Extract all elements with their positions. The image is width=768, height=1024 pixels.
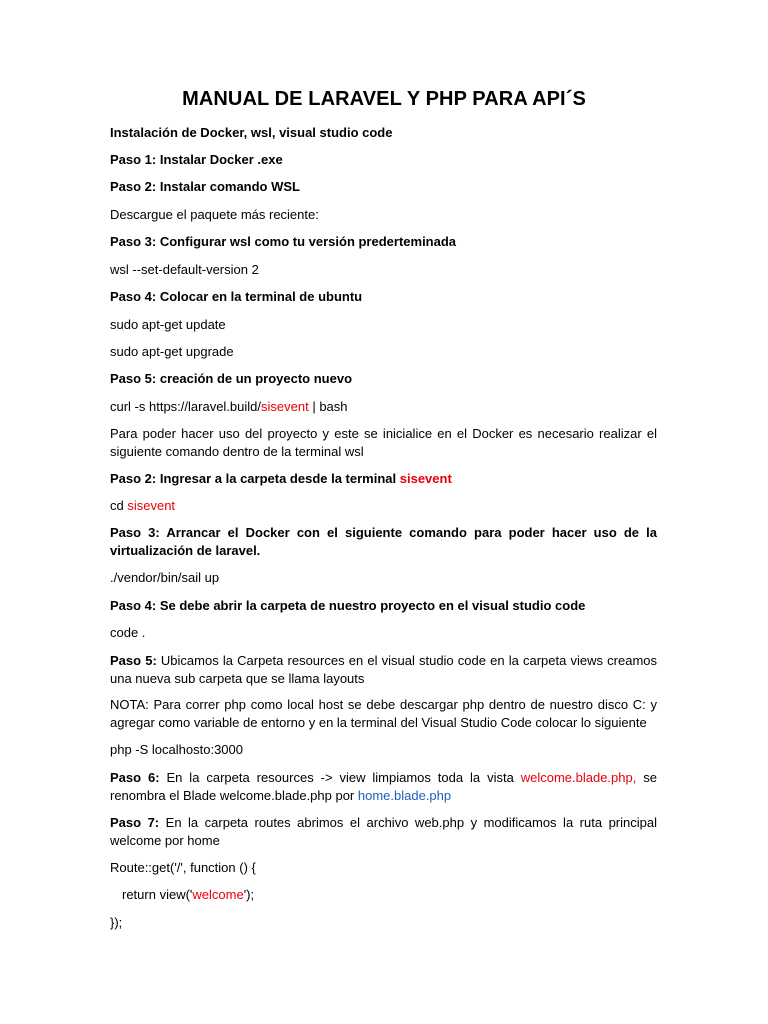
route-line-3: });: [110, 915, 123, 930]
sail-command: ./vendor/bin/sail up: [110, 570, 220, 585]
download-text: Descargue el paquete más reciente:: [110, 207, 319, 222]
step-2-enter-folder: [110, 470, 657, 488]
step-5-text: Ubicamos la Carpeta resources en el visual studio code en la carpeta views creamos una nueva sub carpeta que se llama layouts: [110, 653, 657, 686]
cd-project-name: sisevent: [127, 498, 176, 513]
route-line-2: [110, 886, 669, 904]
cd-command: [110, 497, 657, 515]
step-2-enter-text: Paso 2: Ingresar a la carpeta desde la terminal: [110, 471, 400, 486]
step-2-heading: Paso 2: Instalar comando WSL: [110, 179, 300, 194]
step-4-open-folder: Paso 4: Se debe abrir la carpeta de nuestro proyecto en el visual studio code: [110, 598, 586, 613]
step-5-label: Paso 5:: [110, 653, 157, 668]
route-line-1: Route::get('/', function () {: [110, 860, 256, 875]
document-title: MANUAL DE LARAVEL Y PHP PARA API´S: [182, 88, 586, 110]
step-7-paragraph: [110, 814, 657, 850]
curl-prefix: curl -s https://laravel.build/: [110, 399, 262, 414]
step-6-text-2: se renombra el Blade welcome.blade.php por: [110, 770, 658, 803]
step-7-text: En la carpeta routes abrimos el archivo web.php y modificamos la ruta principal welcome por home: [110, 815, 657, 848]
curl-command: [110, 398, 657, 416]
home-blade-file: home.blade.php: [357, 788, 452, 803]
step-3-start-docker: Paso 3: Arrancar el Docker con el siguiente comando para poder hacer uso de la virtualización de laravel.: [110, 525, 657, 558]
step-6-label: Paso 6:: [110, 770, 160, 785]
route-view-name: welcome: [192, 887, 244, 902]
step-1-heading: Paso 1: Instalar Docker .exe: [110, 152, 283, 167]
curl-suffix: | bash: [308, 399, 348, 414]
project-name: sisevent: [261, 399, 309, 414]
docker-paragraph: Para poder hacer uso del proyecto y este se inicialice en el Docker es necesario realizar el siguiente comando dentro de la terminal wsl: [110, 426, 657, 459]
step-6-paragraph: [110, 769, 657, 805]
apt-update-command: sudo apt-get update: [110, 317, 226, 332]
project-name-bold: sisevent: [399, 471, 452, 486]
wsl-command: wsl --set-default-version 2: [110, 262, 259, 277]
route-return-prefix: return view(': [122, 887, 193, 902]
step-3-heading: Paso 3: Configurar wsl como tu versión prederteminada: [110, 234, 457, 249]
nota-paragraph: NOTA: Para correr php como local host se debe descargar php dentro de nuestro disco C: y agregar como variable de entorno y en la terminal del Visual Studio Code colocar lo siguiente: [110, 697, 657, 730]
step-5-layouts: [110, 652, 657, 688]
php-command: php -S localhosto:3000: [110, 742, 243, 757]
step-5-heading: Paso 5: creación de un proyecto nuevo: [110, 371, 353, 386]
step-7-label: Paso 7:: [110, 815, 160, 830]
apt-upgrade-command: sudo apt-get upgrade: [110, 344, 234, 359]
code-command: code .: [110, 625, 146, 640]
cd-prefix: cd: [110, 498, 128, 513]
welcome-blade-file: welcome.blade.php,: [520, 770, 637, 785]
install-heading: Instalación de Docker, wsl, visual studio code: [110, 125, 393, 140]
route-return-suffix: ');: [243, 887, 255, 902]
step-6-text-1: En la carpeta resources -> view limpiamos toda la vista: [159, 770, 521, 785]
step-4-heading: Paso 4: Colocar en la terminal de ubuntu: [110, 289, 363, 304]
